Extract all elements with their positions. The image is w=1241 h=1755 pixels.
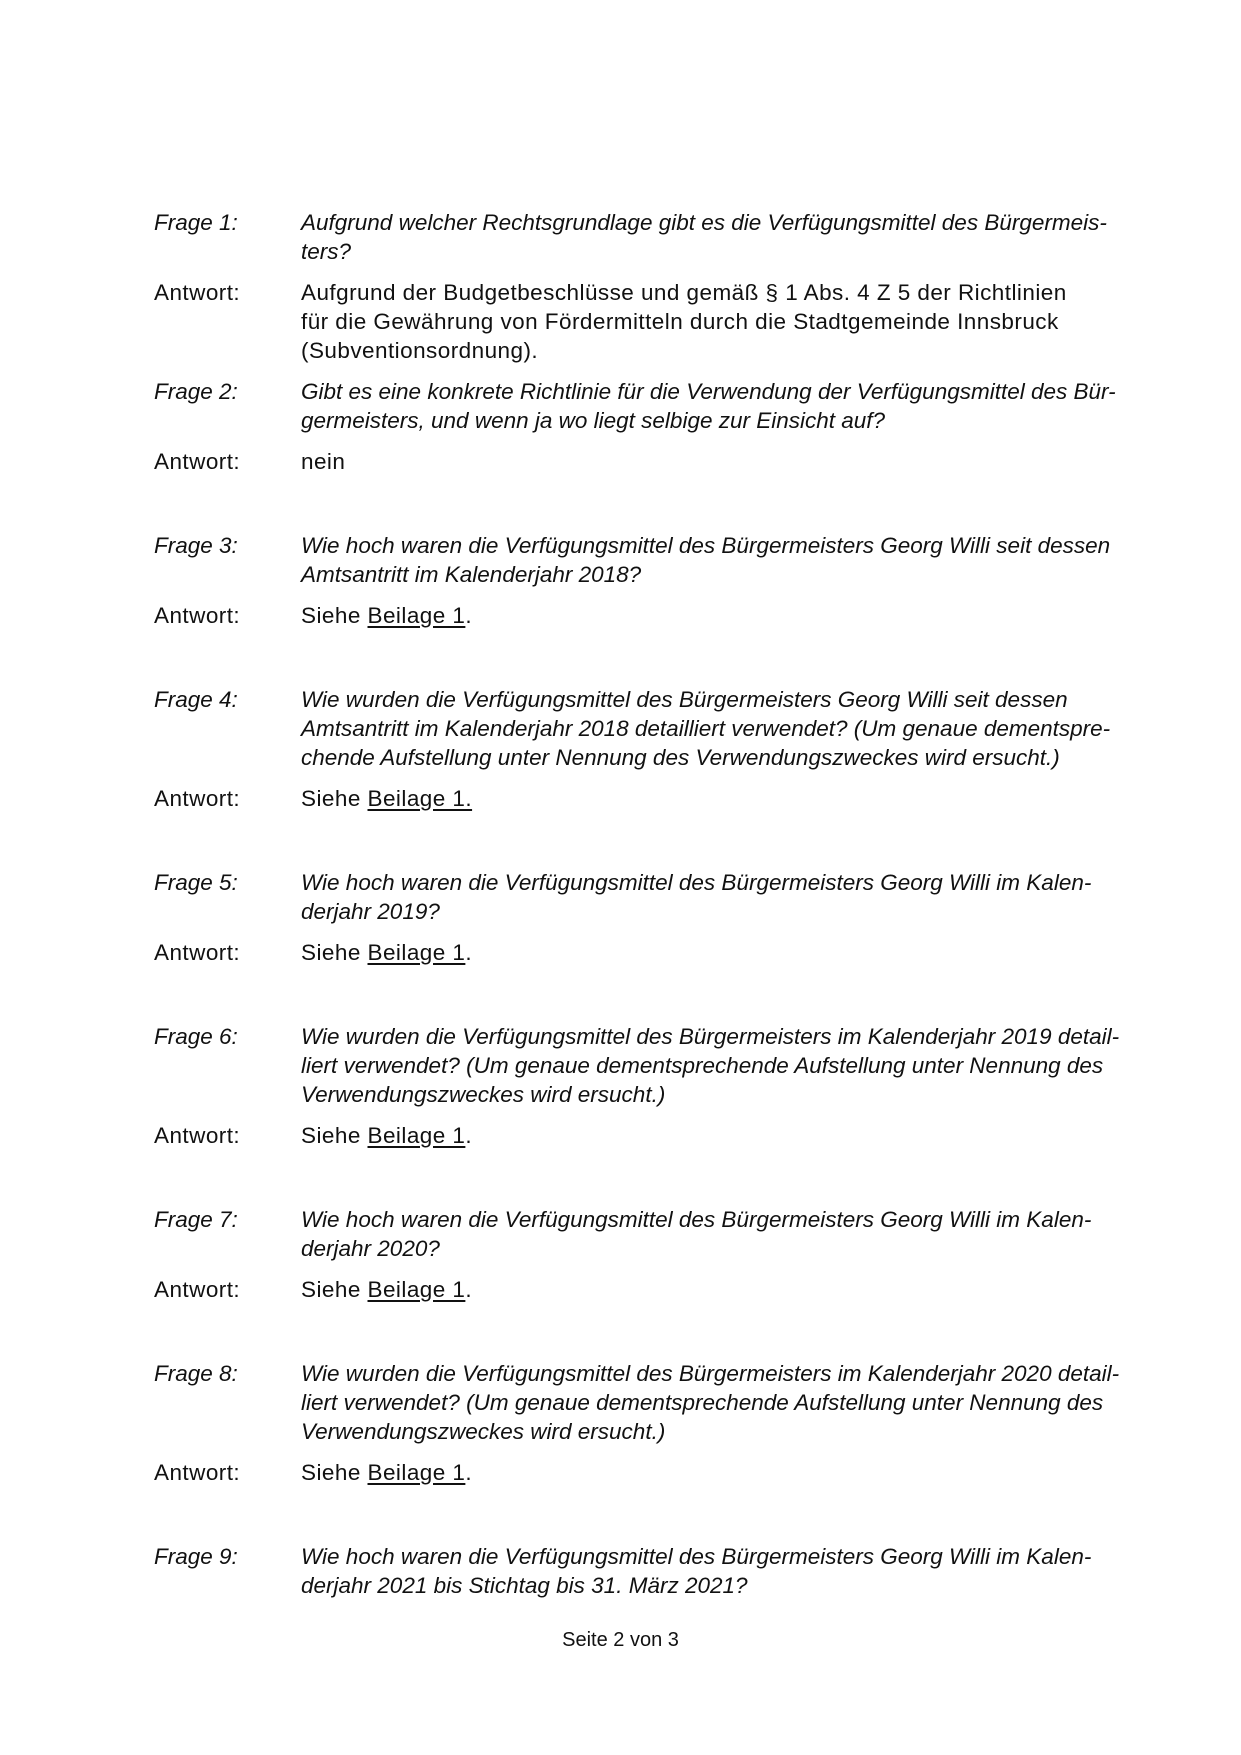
question-line: Wie hoch waren die Verfügungsmittel des Bürgermeisters Georg Willi im Kalen- (301, 870, 1092, 895)
answer-5 (154, 938, 1144, 967)
beilage-link[interactable]: Beilage 1 (367, 603, 466, 628)
question-line: liert verwendet? (Um genaue dementsprechende Aufstellung unter Nennung des (301, 1390, 1104, 1415)
answer-suffix: . (465, 603, 473, 628)
answer-label: Antwort: (154, 449, 241, 474)
question-label: Frage 3: (154, 533, 238, 558)
question-text (301, 208, 1144, 266)
question-label: Frage 5: (154, 870, 238, 895)
question-line: Gibt es eine konkrete Richtlinie für die Verwendung der Verfügungsmittel des Bür- (301, 379, 1116, 404)
beilage-link[interactable]: Beilage 1 (367, 1460, 466, 1485)
answer-text (301, 784, 1144, 813)
answer-prefix: Siehe (301, 1460, 368, 1485)
question-6 (154, 1022, 1144, 1109)
answer-label: Antwort: (154, 786, 241, 811)
answer-line: Aufgrund der Budgetbeschlüsse und gemäß § 1 Abs. 4 Z 5 der Richtlinien (301, 280, 1067, 305)
page-number-footer: Seite 2 von 3 (562, 1629, 679, 1651)
answer-label: Antwort: (154, 1123, 241, 1148)
question-line: Amtsantritt im Kalenderjahr 2018 detailliert verwendet? (Um genaue dementspre- (301, 716, 1111, 741)
answer-label: Antwort: (154, 1460, 241, 1485)
answer-label: Antwort: (154, 940, 241, 965)
question-line: ters? (301, 239, 352, 264)
beilage-link[interactable]: Beilage 1 (367, 1277, 466, 1302)
answer-line: (Subventionsordnung). (301, 338, 539, 363)
question-5 (154, 868, 1144, 926)
answer-prefix: Siehe (301, 786, 368, 811)
question-text (301, 868, 1144, 926)
question-line: Wie hoch waren die Verfügungsmittel des Bürgermeisters Georg Willi seit dessen (301, 533, 1111, 558)
answer-text: nein (301, 449, 346, 474)
question-text (301, 1205, 1144, 1263)
question-line: Verwendungszweckes wird ersucht.) (301, 1082, 666, 1107)
question-label: Frage 7: (154, 1207, 238, 1232)
beilage-link[interactable]: Beilage 1 (367, 940, 466, 965)
answer-prefix: Siehe (301, 603, 368, 628)
answer-suffix: . (465, 940, 473, 965)
qa-list (154, 208, 1144, 1600)
answer-suffix: . (465, 1123, 473, 1148)
question-3 (154, 531, 1144, 589)
question-line: Wie hoch waren die Verfügungsmittel des Bürgermeisters Georg Willi im Kalen- (301, 1207, 1092, 1232)
answer-text (301, 938, 1144, 967)
question-4 (154, 685, 1144, 772)
question-line: Wie hoch waren die Verfügungsmittel des Bürgermeisters Georg Willi im Kalen- (301, 1544, 1092, 1569)
question-line: Verwendungszweckes wird ersucht.) (301, 1419, 666, 1444)
question-label: Frage 2: (154, 379, 238, 404)
question-1 (154, 208, 1144, 266)
question-text (301, 531, 1144, 589)
beilage-link[interactable]: Beilage 1 (367, 1123, 466, 1148)
answer-7 (154, 1275, 1144, 1304)
answer-text (301, 1458, 1144, 1487)
question-line: germeisters, und wenn ja wo liegt selbige zur Einsicht auf? (301, 408, 886, 433)
question-2 (154, 377, 1144, 435)
question-label: Frage 9: (154, 1544, 238, 1569)
answer-text (301, 278, 1144, 365)
question-text (301, 377, 1144, 435)
answer-suffix: . (465, 1277, 473, 1302)
answer-text (301, 1121, 1144, 1150)
answer-suffix: . (465, 1460, 473, 1485)
question-line: liert verwendet? (Um genaue dementsprechende Aufstellung unter Nennung des (301, 1053, 1104, 1078)
question-label: Frage 4: (154, 687, 238, 712)
answer-2 (154, 447, 1144, 476)
answer-text (301, 1275, 1144, 1304)
question-line: Amtsantritt im Kalenderjahr 2018? (301, 562, 642, 587)
answer-1 (154, 278, 1144, 365)
answer-text (301, 601, 1144, 630)
answer-label: Antwort: (154, 603, 241, 628)
question-line: derjahr 2020? (301, 1236, 440, 1261)
question-line: Wie wurden die Verfügungsmittel des Bürgermeisters Georg Willi seit dessen (301, 687, 1068, 712)
question-text (301, 1542, 1144, 1600)
question-9 (154, 1542, 1144, 1600)
question-line: Wie wurden die Verfügungsmittel des Bürgermeisters im Kalenderjahr 2020 detail- (301, 1361, 1120, 1386)
answer-3 (154, 601, 1144, 630)
answer-label: Antwort: (154, 1277, 241, 1302)
question-text (301, 685, 1144, 772)
question-label: Frage 1: (154, 210, 238, 235)
answer-prefix: Siehe (301, 940, 368, 965)
answer-label: Antwort: (154, 280, 241, 305)
question-line: Wie wurden die Verfügungsmittel des Bürgermeisters im Kalenderjahr 2019 detail- (301, 1024, 1120, 1049)
answer-prefix: Siehe (301, 1277, 368, 1302)
question-line: derjahr 2019? (301, 899, 440, 924)
question-line: derjahr 2021 bis Stichtag bis 31. März 2021? (301, 1573, 748, 1598)
question-line: chende Aufstellung unter Nennung des Verwendungszweckes wird ersucht.) (301, 745, 1060, 770)
answer-prefix: Siehe (301, 1123, 368, 1148)
answer-8 (154, 1458, 1144, 1487)
beilage-link[interactable]: Beilage 1. (367, 786, 473, 811)
question-label: Frage 8: (154, 1361, 238, 1386)
answer-line: für die Gewährung von Fördermitteln durch die Stadtgemeinde Innsbruck (301, 309, 1059, 334)
question-text (301, 1359, 1144, 1446)
answer-4 (154, 784, 1144, 813)
question-text (301, 1022, 1144, 1109)
answer-6 (154, 1121, 1144, 1150)
question-7 (154, 1205, 1144, 1263)
question-label: Frage 6: (154, 1024, 238, 1049)
question-8 (154, 1359, 1144, 1446)
question-line: Aufgrund welcher Rechtsgrundlage gibt es die Verfügungsmittel des Bürgermeis- (301, 210, 1107, 235)
